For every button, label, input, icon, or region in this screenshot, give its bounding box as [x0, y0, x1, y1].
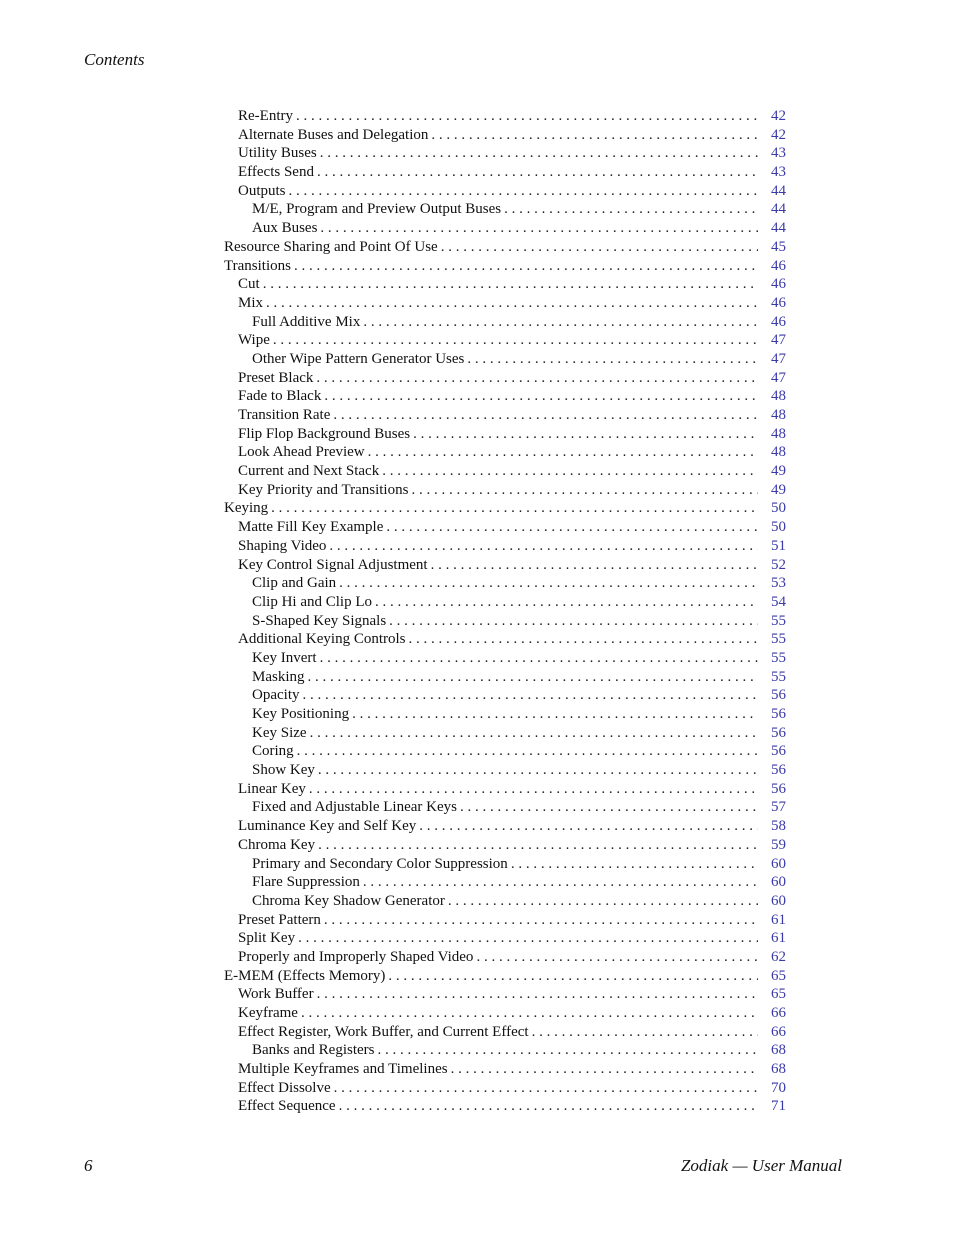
- dot-leader: [386, 518, 758, 537]
- toc-entry-title[interactable]: Preset Black: [238, 369, 314, 386]
- toc-entry[interactable]: [224, 1041, 786, 1060]
- toc-entry-page-link[interactable]: 54: [771, 593, 786, 610]
- toc-entry[interactable]: [224, 574, 786, 593]
- toc-entry[interactable]: [224, 1097, 786, 1116]
- toc-entry-title[interactable]: Transition Rate: [238, 407, 331, 423]
- toc-entry[interactable]: [224, 967, 786, 986]
- toc-entry-page-link[interactable]: 60: [771, 892, 786, 909]
- toc-entry[interactable]: [224, 369, 786, 388]
- toc-entry[interactable]: [224, 238, 786, 257]
- toc-entry-title[interactable]: Flare Suppression: [252, 874, 360, 891]
- toc-entry-page-link[interactable]: 53: [771, 575, 786, 592]
- dot-leader: [298, 929, 758, 948]
- dot-leader: [448, 892, 758, 911]
- toc-entry-page-link[interactable]: 49: [771, 463, 786, 480]
- dot-leader: [310, 724, 758, 743]
- toc-entry[interactable]: [224, 724, 786, 743]
- toc-entry[interactable]: [224, 219, 786, 238]
- toc-entry-page-link[interactable]: 44: [771, 182, 786, 199]
- toc-entry-title[interactable]: Linear Key: [238, 780, 306, 797]
- toc-entry-title[interactable]: Look Ahead Preview: [238, 444, 365, 461]
- dot-leader: [431, 126, 758, 145]
- dot-leader: [460, 798, 758, 817]
- dot-leader: [467, 350, 758, 369]
- toc-entry-page-link[interactable]: 52: [771, 556, 786, 573]
- dot-leader: [271, 499, 758, 518]
- toc-entry[interactable]: [224, 556, 786, 575]
- toc-entry[interactable]: [224, 425, 786, 444]
- toc-entry-title[interactable]: Key Positioning: [252, 706, 350, 722]
- dot-leader: [388, 967, 758, 986]
- toc-entry[interactable]: [224, 294, 786, 313]
- toc-entry[interactable]: [224, 686, 786, 705]
- toc-entry-title[interactable]: Fixed and Adjustable Linear Keys: [252, 799, 457, 816]
- dot-leader: [476, 948, 758, 967]
- toc-entry[interactable]: [224, 911, 786, 930]
- toc-entry-title[interactable]: Effect Sequence: [238, 1098, 336, 1115]
- dot-leader: [317, 163, 758, 182]
- toc-entry[interactable]: [224, 817, 786, 836]
- toc-entry[interactable]: [224, 948, 786, 967]
- dot-leader: [266, 294, 758, 313]
- toc-entry-title[interactable]: Key Invert: [252, 649, 317, 666]
- toc-entry[interactable]: [224, 481, 786, 500]
- toc-entry-title[interactable]: Coring: [252, 743, 294, 760]
- toc-entry[interactable]: [224, 929, 786, 948]
- toc-entry-page-link[interactable]: 60: [771, 874, 786, 891]
- toc-entry-page-link[interactable]: 42: [771, 126, 786, 143]
- dot-leader: [382, 462, 758, 481]
- toc-entry-title[interactable]: Cut: [238, 276, 260, 293]
- toc-entry-page-link[interactable]: 71: [771, 1098, 786, 1115]
- toc-entry-title[interactable]: Opacity: [252, 687, 300, 704]
- toc-entry-page-link[interactable]: 61: [771, 930, 786, 947]
- toc-entry-title[interactable]: Effects Send: [238, 164, 314, 181]
- dot-leader: [363, 313, 758, 332]
- dot-leader: [294, 257, 758, 276]
- toc-entry-title[interactable]: Alternate Buses and Delegation: [238, 126, 429, 143]
- toc-entry[interactable]: [224, 126, 786, 145]
- toc-entry-page-link[interactable]: 55: [771, 631, 786, 648]
- footer-doc-title: Zodiak — User Manual: [680, 1156, 842, 1175]
- toc-entry[interactable]: [224, 313, 786, 332]
- toc-entry[interactable]: [224, 649, 786, 668]
- toc-entry-title[interactable]: Effect Dissolve: [238, 1079, 331, 1096]
- toc-entry[interactable]: [224, 1023, 786, 1042]
- dot-leader: [339, 574, 758, 593]
- toc-entry-title[interactable]: Current and Next Stack: [238, 463, 380, 480]
- dot-leader: [289, 182, 758, 201]
- toc-entry[interactable]: [224, 873, 786, 892]
- toc-entry[interactable]: [224, 742, 786, 761]
- dot-leader: [389, 612, 758, 631]
- dot-leader: [375, 593, 758, 612]
- toc-entry-page-link[interactable]: 50: [771, 500, 786, 517]
- table-of-contents: [224, 107, 786, 1116]
- toc-entry-title[interactable]: Shaping Video: [238, 537, 327, 554]
- toc-entry-page-link[interactable]: 48: [771, 407, 786, 423]
- toc-entry-page-link[interactable]: 66: [771, 1023, 786, 1040]
- toc-entry-page-link[interactable]: 42: [771, 108, 786, 124]
- toc-entry-page-link[interactable]: 46: [771, 257, 786, 274]
- dot-leader: [363, 873, 758, 892]
- toc-entry-page-link[interactable]: 49: [771, 481, 786, 498]
- dot-leader: [320, 649, 758, 668]
- toc-entry[interactable]: [224, 350, 786, 369]
- toc-entry[interactable]: [224, 705, 786, 724]
- toc-entry-title[interactable]: Additional Keying Controls: [238, 631, 406, 648]
- toc-entry-page-link[interactable]: 50: [771, 519, 786, 536]
- toc-entry[interactable]: [224, 798, 786, 817]
- dot-leader: [419, 817, 758, 836]
- toc-entry-title[interactable]: Aux Buses: [252, 220, 318, 237]
- toc-entry[interactable]: [224, 985, 786, 1004]
- toc-entry-title[interactable]: S-Shaped Key Signals: [252, 612, 387, 629]
- toc-entry-page-link[interactable]: 46: [771, 276, 786, 293]
- toc-entry-page-link[interactable]: 51: [771, 537, 786, 554]
- toc-entry-page-link[interactable]: 48: [771, 444, 786, 461]
- toc-entry-title[interactable]: Flip Flop Background Buses: [238, 425, 411, 442]
- toc-entry-title[interactable]: Luminance Key and Self Key: [238, 818, 417, 835]
- toc-entry[interactable]: [224, 855, 786, 874]
- dot-leader: [532, 1023, 758, 1042]
- toc-entry[interactable]: [224, 257, 786, 276]
- toc-entry-title[interactable]: Work Buffer: [238, 986, 314, 1003]
- dot-leader: [411, 481, 758, 500]
- toc-entry[interactable]: [224, 630, 786, 649]
- toc-entry-page-link[interactable]: 56: [771, 743, 786, 760]
- toc-entry-page-link[interactable]: 56: [771, 780, 786, 797]
- toc-entry-page-link[interactable]: 66: [771, 1005, 786, 1021]
- toc-entry-title[interactable]: Re-Entry: [238, 108, 293, 124]
- toc-entry-title[interactable]: Clip Hi and Clip Lo: [252, 593, 372, 610]
- footer-page-number: 6: [84, 1156, 93, 1175]
- toc-entry-title[interactable]: Transitions: [224, 257, 291, 274]
- toc-entry-page-link[interactable]: 59: [771, 836, 786, 853]
- toc-entry[interactable]: [224, 200, 786, 219]
- toc-entry[interactable]: [224, 331, 786, 350]
- toc-entry-page-link[interactable]: 58: [771, 818, 786, 835]
- toc-entry-page-link[interactable]: 48: [771, 388, 786, 405]
- toc-entry-page-link[interactable]: 56: [771, 724, 786, 741]
- toc-entry[interactable]: [224, 182, 786, 201]
- toc-entry-title[interactable]: Full Additive Mix: [252, 313, 361, 330]
- toc-entry[interactable]: [224, 1060, 786, 1079]
- toc-entry[interactable]: [224, 668, 786, 687]
- dot-leader: [316, 369, 758, 388]
- toc-entry-title[interactable]: M/E, Program and Preview Output Buses: [252, 201, 502, 218]
- dot-leader: [504, 200, 758, 219]
- toc-entry-title[interactable]: Primary and Secondary Color Suppression: [252, 855, 508, 872]
- dot-leader: [413, 425, 758, 444]
- toc-entry-title[interactable]: Show Key: [252, 762, 315, 779]
- toc-entry-title[interactable]: Clip and Gain: [252, 575, 337, 592]
- toc-entry[interactable]: [224, 107, 786, 126]
- dot-leader: [318, 761, 758, 780]
- dot-leader: [320, 144, 758, 163]
- dot-leader: [451, 1060, 758, 1079]
- toc-entry-title[interactable]: Keyframe: [238, 1005, 298, 1021]
- toc-entry-page-link[interactable]: 56: [771, 706, 786, 722]
- toc-entry-page-link[interactable]: 60: [771, 855, 786, 872]
- toc-entry-page-link[interactable]: 70: [771, 1079, 786, 1096]
- toc-entry[interactable]: [224, 780, 786, 799]
- toc-entry-page-link[interactable]: 68: [771, 1042, 786, 1059]
- toc-entry-title[interactable]: Properly and Improperly Shaped Video: [238, 948, 474, 965]
- toc-entry-page-link[interactable]: 65: [771, 986, 786, 1003]
- toc-entry-title[interactable]: Masking: [252, 668, 305, 685]
- toc-entry-title[interactable]: Chroma Key: [238, 836, 316, 853]
- dot-leader: [273, 331, 758, 350]
- toc-entry[interactable]: [224, 593, 786, 612]
- dot-leader: [441, 238, 758, 257]
- toc-entry[interactable]: [224, 387, 786, 406]
- toc-entry-title[interactable]: Utility Buses: [238, 145, 317, 162]
- toc-entry-page-link[interactable]: 43: [771, 164, 786, 181]
- dot-leader: [297, 742, 758, 761]
- dot-leader: [409, 630, 759, 649]
- toc-entry[interactable]: [224, 462, 786, 481]
- dot-leader: [324, 911, 758, 930]
- dot-leader: [320, 219, 758, 238]
- toc-entry-title[interactable]: Keying: [224, 500, 269, 517]
- dot-leader: [377, 1041, 758, 1060]
- toc-entry[interactable]: [224, 518, 786, 537]
- toc-entry-page-link[interactable]: 48: [771, 425, 786, 442]
- toc-entry-page-link[interactable]: 44: [771, 201, 786, 218]
- dot-leader: [431, 556, 758, 575]
- toc-entry-page-link[interactable]: 55: [771, 612, 786, 629]
- toc-entry-page-link[interactable]: 65: [771, 967, 786, 984]
- toc-entry-page-link[interactable]: 45: [771, 238, 786, 255]
- toc-entry-page-link[interactable]: 43: [771, 145, 786, 162]
- toc-entry-title[interactable]: Key Priority and Transitions: [238, 481, 409, 498]
- toc-entry[interactable]: [224, 144, 786, 163]
- toc-entry[interactable]: [224, 1004, 786, 1023]
- toc-entry-title[interactable]: Mix: [238, 294, 264, 311]
- toc-entry-page-link[interactable]: 57: [771, 799, 786, 816]
- toc-entry-page-link[interactable]: 62: [771, 948, 786, 965]
- dot-leader: [301, 1004, 758, 1023]
- toc-entry-title[interactable]: Fade to Black: [238, 388, 322, 405]
- dot-leader: [339, 1097, 758, 1116]
- dot-leader: [368, 443, 758, 462]
- toc-entry-page-link[interactable]: 47: [771, 350, 786, 367]
- toc-entry-title[interactable]: Other Wipe Pattern Generator Uses: [252, 350, 465, 367]
- toc-entry[interactable]: [224, 443, 786, 462]
- toc-entry-page-link[interactable]: 47: [771, 332, 786, 349]
- toc-entry-title[interactable]: Chroma Key Shadow Generator: [252, 892, 445, 909]
- toc-entry-title[interactable]: Resource Sharing and Point Of Use: [224, 238, 438, 255]
- running-head: Contents: [84, 50, 145, 69]
- dot-leader: [263, 275, 758, 294]
- toc-entry-title[interactable]: Key Control Signal Adjustment: [238, 556, 428, 573]
- dot-leader: [317, 985, 758, 1004]
- toc-entry[interactable]: [224, 1079, 786, 1098]
- toc-entry-title[interactable]: Outputs: [238, 182, 286, 199]
- dot-leader: [329, 537, 758, 556]
- toc-entry-title[interactable]: Key Size: [252, 724, 307, 741]
- toc-entry[interactable]: [224, 761, 786, 780]
- toc-entry-page-link[interactable]: 56: [771, 762, 786, 779]
- dot-leader: [309, 780, 758, 799]
- toc-entry-title[interactable]: E-MEM (Effects Memory): [224, 967, 386, 984]
- dot-leader: [324, 387, 758, 406]
- dot-leader: [296, 107, 758, 126]
- toc-entry[interactable]: [224, 537, 786, 556]
- dot-leader: [308, 668, 759, 687]
- toc-entry-page-link[interactable]: 55: [771, 668, 786, 685]
- toc-entry-page-link[interactable]: 68: [771, 1061, 786, 1078]
- toc-entry[interactable]: [224, 892, 786, 911]
- toc-entry[interactable]: [224, 499, 786, 518]
- dot-leader: [352, 705, 758, 724]
- dot-leader: [511, 855, 758, 874]
- dot-leader: [333, 406, 758, 425]
- toc-entry-title[interactable]: Preset Pattern: [238, 911, 321, 928]
- toc-entry[interactable]: [224, 163, 786, 182]
- toc-entry-page-link[interactable]: 44: [771, 220, 786, 237]
- toc-entry[interactable]: [224, 836, 786, 855]
- toc-entry-page-link[interactable]: 55: [771, 649, 786, 666]
- toc-entry-title[interactable]: Split Key: [238, 930, 296, 947]
- toc-entry-title[interactable]: Multiple Keyframes and Timelines: [238, 1061, 448, 1078]
- toc-entry-title[interactable]: Effect Register, Work Buffer, and Current Effect: [238, 1023, 529, 1040]
- dot-leader: [302, 686, 758, 705]
- toc-entry[interactable]: [224, 612, 786, 631]
- toc-entry-page-link[interactable]: 56: [771, 687, 786, 704]
- toc-entry-page-link[interactable]: 46: [771, 313, 786, 330]
- toc-entry-page-link[interactable]: 61: [771, 911, 786, 928]
- toc-entry-title[interactable]: Matte Fill Key Example: [238, 519, 384, 536]
- dot-leader: [334, 1079, 758, 1098]
- toc-entry-page-link[interactable]: 47: [771, 369, 786, 386]
- toc-entry-title[interactable]: Banks and Registers: [252, 1042, 375, 1059]
- dot-leader: [318, 836, 758, 855]
- toc-entry[interactable]: [224, 406, 786, 425]
- toc-entry-title[interactable]: Wipe: [238, 332, 270, 349]
- toc-entry[interactable]: [224, 275, 786, 294]
- toc-entry-page-link[interactable]: 46: [771, 294, 786, 311]
